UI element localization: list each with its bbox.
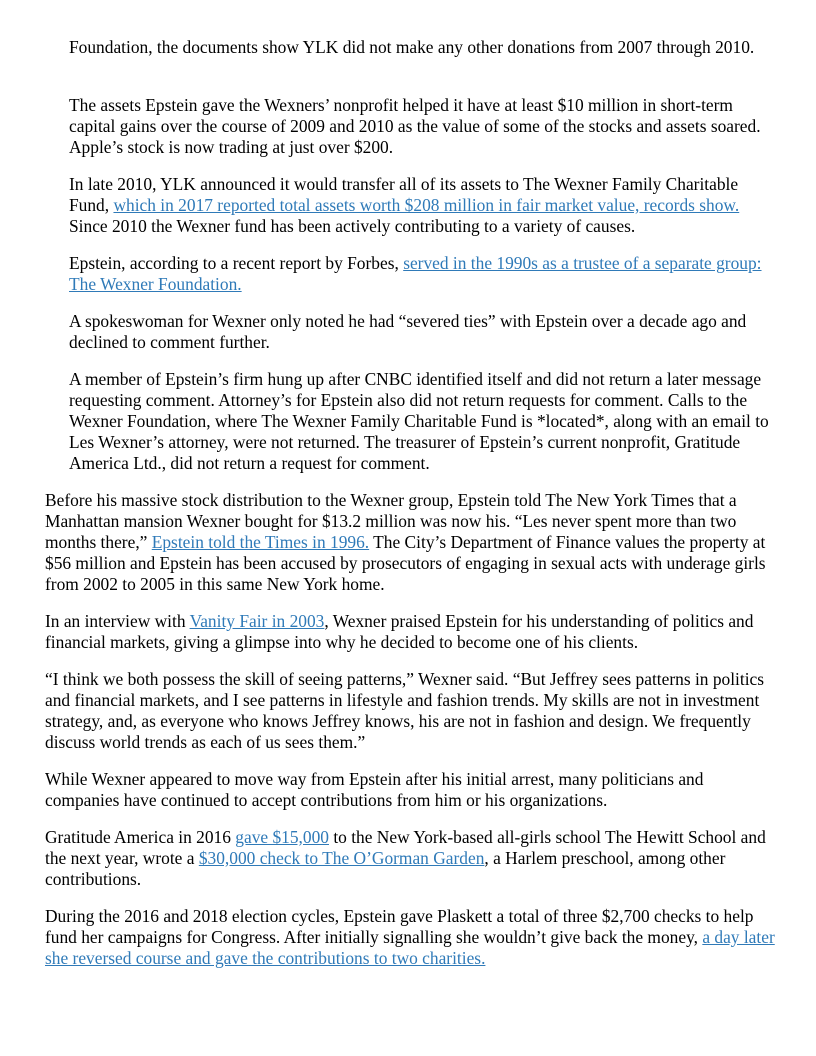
paragraph-text: While Wexner appeared to move way from Epstein after his initial arrest, many politicians and companies have continued to accept contributions from him or his organizations. [45,769,704,810]
paragraph-vanity-fair [45,611,775,653]
paragraph-text: A member of Epstein’s firm hung up after CNBC identified itself and did not return a later message requesting comment. Attorney’s for Epstein also did not return requests for comment. Calls to the Wexner Foundation, where The Wexner Family Charitable Fund is *located*, along with an email to Les Wexner’s attorney, were not returned. The treasurer of Epstein’s current nonprofit, Gratitude America Ltd., did not return a request for comment. [69,369,769,473]
link-forbes-wexner-foundation[interactable]: served in the 1990s as a trustee of a separate group: The Wexner Foundation. [69,253,762,294]
paragraph-forbes-trustee [69,253,774,295]
link-30000-check-ogorman[interactable]: $30,000 check to The O’Gorman Garden [198,848,485,868]
link-vanity-fair-2003[interactable]: Vanity Fair in 2003 [189,611,325,631]
paragraph-text: , a Harlem preschool, among other contributions. [45,848,726,889]
paragraph-wexner-quote [45,669,775,753]
paragraph-manhattan-mansion [45,490,775,595]
paragraph-text: Foundation, the documents show YLK did not make any other donations from 2007 through 2010. [69,37,755,57]
paragraph-text: During the 2016 and 2018 election cycles, Epstein gave Plaskett a total of three $2,700 checks to help fund her campaigns for Congress. After initially signalling she wouldn’t give back the money, [45,906,754,947]
paragraph-ylk-donations [69,37,774,58]
paragraph-text: A spokeswoman for Wexner only noted he had “severed ties” with Epstein over a decade ago and declined to comment further. [69,311,747,352]
paragraph-spokeswoman [69,311,774,353]
paragraph-ylk-transfer [69,174,774,237]
paragraph-text: The assets Epstein gave the Wexners’ nonprofit helped it have at least $10 million in short-term capital gains over the course of 2009 and 2010 as the value of some of the stocks and assets soared. Apple’s stock is now trading at just over $200. [69,95,761,157]
paragraph-text: In an interview with [45,611,190,631]
paragraph-text: Gratitude America in 2016 [45,827,236,847]
paragraph-text: Epstein, according to a recent report by Forbes, [69,253,404,273]
paragraph-plaskett [45,906,775,969]
paragraph-text: In late 2010, YLK announced it would transfer all of its assets to The Wexner Family Charitable Fund, [69,174,739,215]
link-times-1996[interactable]: Epstein told the Times in 1996. [151,532,370,552]
paragraph-no-comment [69,369,774,474]
paragraph-text: “I think we both possess the skill of seeing patterns,” Wexner said. “But Jeffrey sees patterns in politics and financial markets, and I see patterns in lifestyle and fashion trends. My skills are not in investment strategy, and, as everyone who knows Jeffrey knows, his are not in fashion and design. We frequently discuss world trends as each of us sees them.” [45,669,765,752]
link-gave-15000[interactable]: gave $15,000 [235,827,329,847]
paragraph-text: The City’s Department of Finance values the property at $56 million and Epstein has been accused by prosecutors of engaging in sexual acts with underage girls from 2002 to 2005 in this same New York home. [45,532,766,594]
link-wexner-fund-assets[interactable]: which in 2017 reported total assets worth $208 million in fair market value, records show. [113,195,740,215]
paragraph-gratitude-america [45,827,775,890]
paragraph-text: , Wexner praised Epstein for his understanding of politics and financial markets, giving a glimpse into why he decided to become one of his clients. [45,611,754,652]
link-reversed-course-charities[interactable]: a day later she reversed course and gave the contributions to two charities. [45,927,775,968]
paragraph-text: Since 2010 the Wexner fund has been actively contributing to a variety of causes. [69,216,636,236]
paragraph-text: Before his massive stock distribution to the Wexner group, Epstein told The New York Times that a Manhattan mansion Wexner bought for $13.2 million was now his. “Les never spent more than two months there,” [45,490,737,552]
paragraph-text: to the New York-based all-girls school The Hewitt School and the next year, wrote a [45,827,766,868]
paragraph-capital-gains [69,95,774,158]
paragraph-contributions [45,769,775,811]
